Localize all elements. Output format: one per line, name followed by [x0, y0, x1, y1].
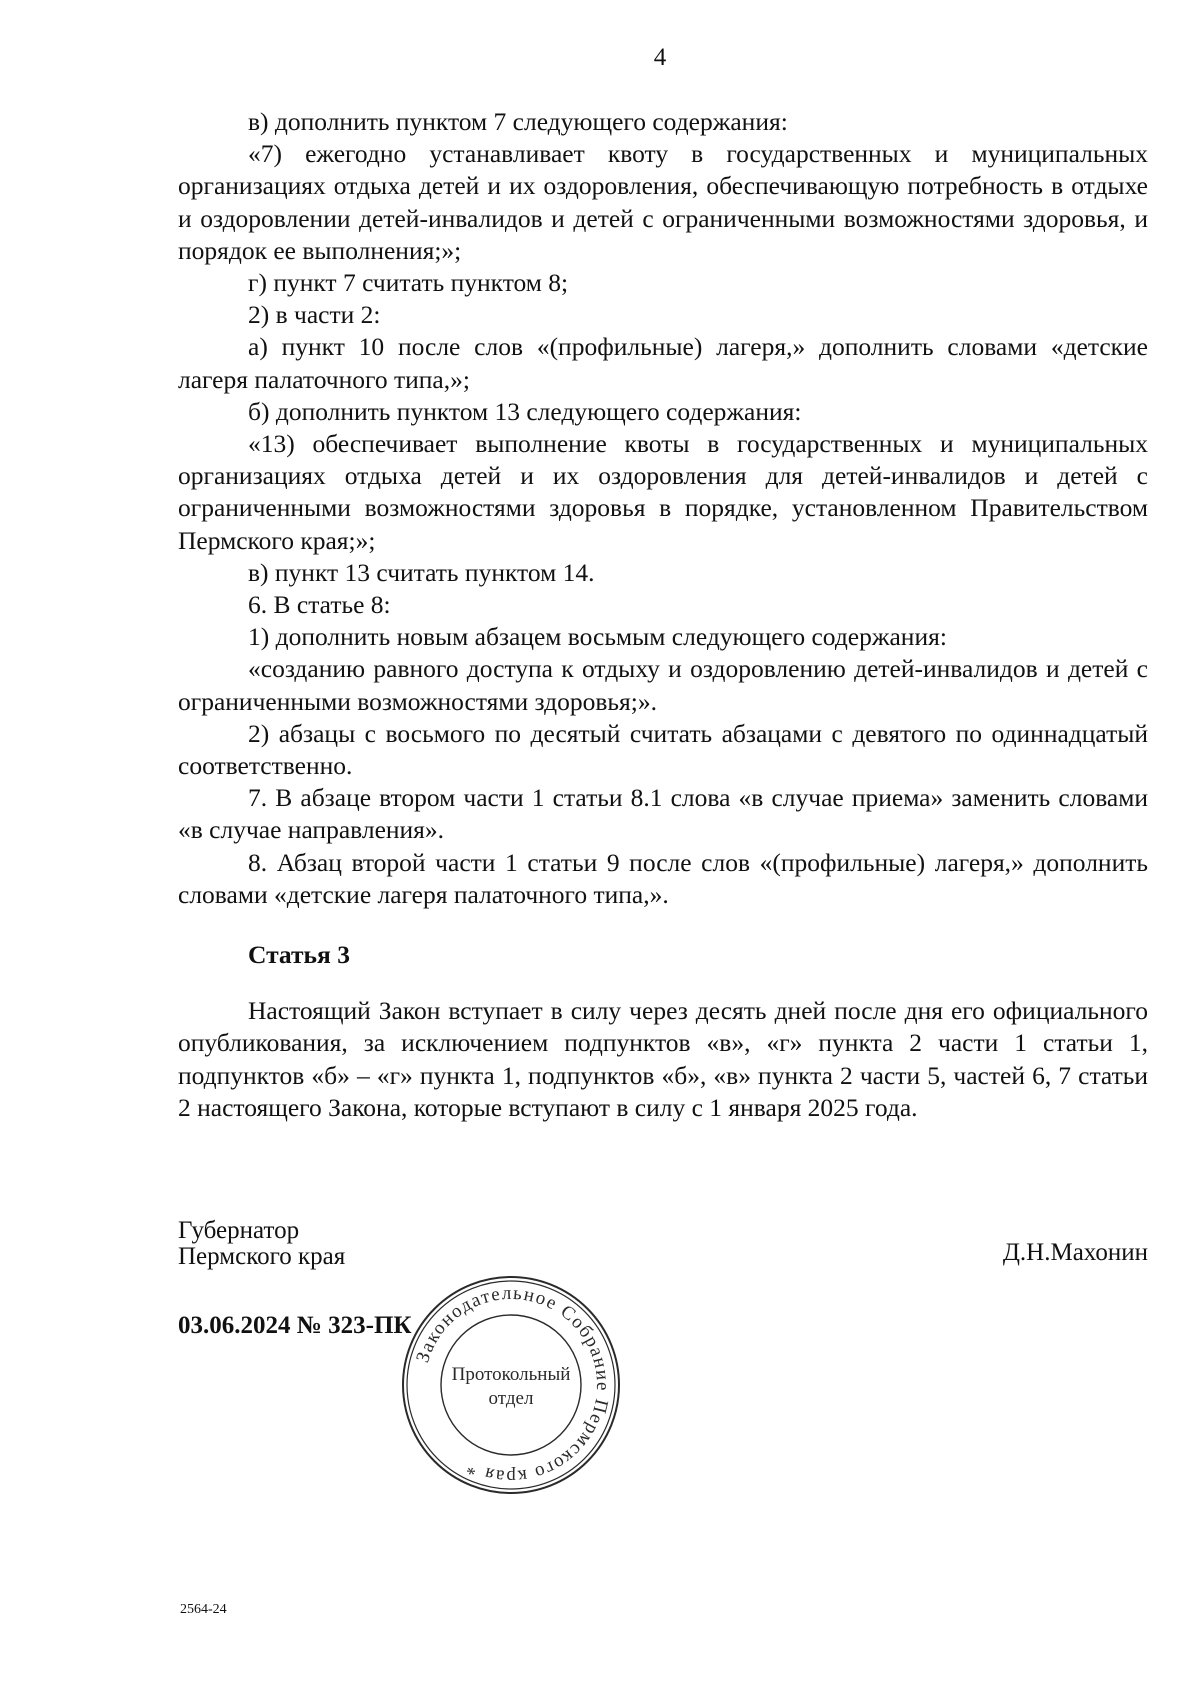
article-text: Настоящий Закон вступает в силу через десять дней после дня его официального опубликования, за исключением подпунктов «в», «г» пункта 2 части 1 статьи 1, подпунктов «б» – «г» пункта 1, подпунктов «б», «в» пункта 2 части 5, частей 6, 7 статьи 2 настоящего Закона, которые вступают в силу с 1 января 2025 года.	[178, 996, 1148, 1122]
paragraph: «13) обеспечивает выполнение квоты в государственных и муниципальных организациях отдыха детей и их оздоровления для детей-инвалидов и детей с ограниченными возможностями здоровья в порядке, установленном Правительством Пермского края;»;	[178, 429, 1148, 555]
paragraph: в) пункт 13 считать пунктом 14.	[248, 557, 595, 587]
paragraph: 2) абзацы с восьмого по десятый считать абзацами с девятого по одиннадцатый соответственно.	[178, 718, 1148, 781]
document-body	[178, 106, 1148, 1124]
signatory-title-line1: Губернатор	[178, 1217, 300, 1244]
document-code: 2564-24	[180, 1602, 227, 1617]
paragraph: в) дополнить пунктом 7 следующего содержания:	[248, 107, 788, 136]
paragraph: а) пункт 10 после слов «(профильные) лагеря,» дополнить словами «детские лагеря палаточного типа,»;	[178, 332, 1148, 394]
paragraph: 2) в части 2:	[248, 300, 381, 330]
stamp-center-line1: Протокольный	[451, 1364, 571, 1385]
paragraph: «7) ежегодно устанавливает квоту в государственных и муниципальных организациях отдыха детей и их оздоровления, обеспечивающую потребность в отдыхе и оздоровлении детей-инвалидов и детей с ограниченными возможностями здоровья, и порядок ее выполнения;»;	[178, 139, 1148, 265]
signatory-title-line2: Пермского края	[178, 1243, 346, 1270]
paragraph: г) пункт 7 считать пунктом 8;	[248, 268, 569, 298]
paragraph: 1) дополнить новым абзацем восьмым следующего содержания:	[248, 622, 947, 652]
stamp-ring-text: Законодательное Собрание Пермского края *	[412, 1282, 614, 1488]
article-heading: Статья 3	[248, 940, 350, 970]
paragraph: 7. В абзаце втором части 1 статьи 8.1 слова «в случае приема» заменить словами «в случае направления».	[178, 783, 1148, 845]
paragraph: б) дополнить пунктом 13 следующего содержания:	[248, 396, 802, 426]
stamp-center-line2: отдел	[488, 1388, 534, 1409]
official-stamp	[398, 1272, 624, 1498]
law-date-number: 03.06.2024 № 323-ПК	[178, 1312, 412, 1339]
signatory-title	[178, 1218, 345, 1270]
signatory-name: Д.Н.Махонин	[1002, 1239, 1148, 1266]
paragraph: 6. В статье 8:	[248, 590, 391, 620]
page-number: 4	[653, 44, 667, 71]
paragraph: «созданию равного доступа к отдыху и оздоровлению детей-инвалидов и детей с ограниченными возможностями здоровья;».	[178, 654, 1148, 716]
paragraph: 8. Абзац второй части 1 статьи 9 после слов «(профильные) лагеря,» дополнить словами «детские лагеря палаточного типа,».	[178, 847, 1148, 909]
